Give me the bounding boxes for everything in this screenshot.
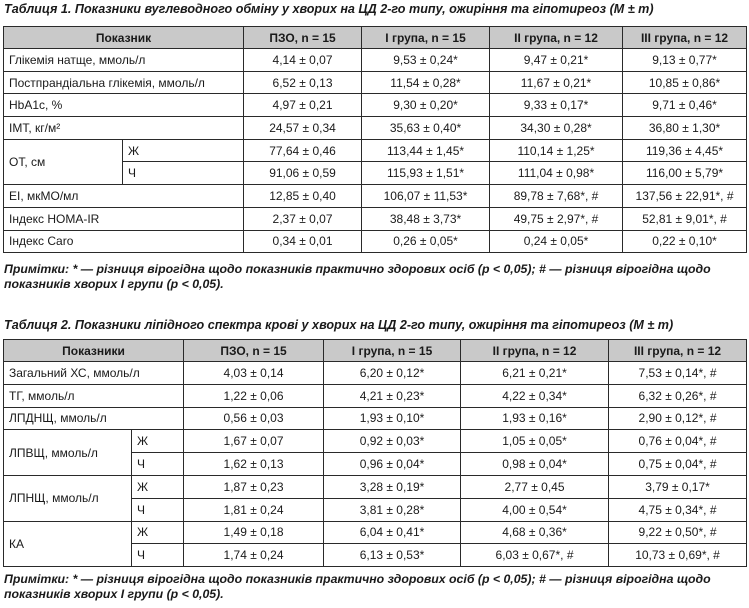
table-cell: 34,30 ± 0,28*	[490, 117, 623, 140]
row-sublabel: Ч	[132, 498, 184, 521]
row-sublabel: Ч	[123, 162, 244, 185]
row-sublabel: Ч	[132, 453, 184, 476]
table1-note: Примітки: * — різниця вірогідна щодо показників практично здорових осіб (p < 0,05); # — різниця вірогідна щодо показників хворих I групи (p < 0,05).	[4, 262, 711, 291]
row-label: IMT, кг/м²	[4, 117, 244, 140]
table-cell: 49,75 ± 2,97*, #	[490, 207, 623, 230]
row-label: ЛПДНЩ, ммоль/л	[4, 407, 184, 430]
table-cell: 1,93 ± 0,16*	[461, 407, 609, 430]
row-sublabel: Ж	[132, 521, 184, 544]
table-cell: 9,33 ± 0,17*	[490, 94, 623, 117]
table-cell: 1,67 ± 0,07	[184, 430, 324, 453]
table-cell: 0,24 ± 0,05*	[490, 230, 623, 253]
table-cell: 4,14 ± 0,07	[244, 49, 362, 72]
table-row	[4, 475, 747, 498]
table-cell: 6,03 ± 0,67*, #	[461, 544, 609, 567]
table-cell: 137,56 ± 22,91*, #	[623, 185, 747, 208]
table-cell: 3,28 ± 0,19*	[324, 475, 461, 498]
row-sublabel: Ж	[132, 475, 184, 498]
row-label: КА	[4, 521, 132, 567]
table-cell: 9,22 ± 0,50*, #	[609, 521, 747, 544]
t1-header-group2: II група, n = 12	[490, 27, 623, 49]
row-label: ТГ, ммоль/л	[4, 384, 184, 407]
table-cell: 11,54 ± 0,28*	[362, 71, 490, 94]
table1	[3, 26, 747, 253]
table-cell: 0,56 ± 0,03	[184, 407, 324, 430]
table-cell: 113,44 ± 1,45*	[362, 139, 490, 162]
table-cell: 0,22 ± 0,10*	[623, 230, 747, 253]
table-cell: 6,21 ± 0,21*	[461, 362, 609, 385]
table-row	[4, 94, 747, 117]
table-cell: 110,14 ± 1,25*	[490, 139, 623, 162]
table-cell: 2,77 ± 0,45	[461, 475, 609, 498]
t1-header-group3: III група, n = 12	[623, 27, 747, 49]
table1-caption: Таблиця 1. Показники вуглеводного обміну у хворих на ЦД 2-го типу, ожиріння та гіпотиреоз (M ± m)	[4, 2, 654, 16]
table-row	[4, 407, 747, 430]
table-cell: 1,81 ± 0,24	[184, 498, 324, 521]
table-cell: 4,21 ± 0,23*	[324, 384, 461, 407]
table-cell: 11,67 ± 0,21*	[490, 71, 623, 94]
table-cell: 12,85 ± 0,40	[244, 185, 362, 208]
row-label: ЕІ, мкМО/мл	[4, 185, 244, 208]
table-cell: 106,07 ± 11,53*	[362, 185, 490, 208]
table-cell: 4,22 ± 0,34*	[461, 384, 609, 407]
table-row	[4, 521, 747, 544]
table-cell: 77,64 ± 0,46	[244, 139, 362, 162]
table-cell: 4,00 ± 0,54*	[461, 498, 609, 521]
table-row	[4, 139, 747, 162]
table-cell: 52,81 ± 9,01*, #	[623, 207, 747, 230]
row-sublabel: Ж	[123, 139, 244, 162]
table-cell: 6,32 ± 0,26*, #	[609, 384, 747, 407]
table-cell: 116,00 ± 5,79*	[623, 162, 747, 185]
table-cell: 4,03 ± 0,14	[184, 362, 324, 385]
table-cell: 7,53 ± 0,14*, #	[609, 362, 747, 385]
row-label: Загальний ХС, ммоль/л	[4, 362, 184, 385]
table-cell: 0,98 ± 0,04*	[461, 453, 609, 476]
t1-header-indicator: Показник	[4, 27, 244, 49]
table-cell: 1,93 ± 0,10*	[324, 407, 461, 430]
table-cell: 35,63 ± 0,40*	[362, 117, 490, 140]
table-cell: 6,13 ± 0,53*	[324, 544, 461, 567]
table-cell: 1,62 ± 0,13	[184, 453, 324, 476]
table-cell: 0,92 ± 0,03*	[324, 430, 461, 453]
t2-header-group1: I група, n = 15	[324, 340, 461, 362]
t2-header-pzo: ПЗО, n = 15	[184, 340, 324, 362]
table-cell: 2,37 ± 0,07	[244, 207, 362, 230]
table-cell: 115,93 ± 1,51*	[362, 162, 490, 185]
table-row	[4, 430, 747, 453]
row-label: Постпрандіальна глікемія, ммоль/л	[4, 71, 244, 94]
table-cell: 3,81 ± 0,28*	[324, 498, 461, 521]
table-cell: 111,04 ± 0,98*	[490, 162, 623, 185]
table-cell: 0,75 ± 0,04*, #	[609, 453, 747, 476]
table-cell: 1,74 ± 0,24	[184, 544, 324, 567]
table-cell: 6,04 ± 0,41*	[324, 521, 461, 544]
table-cell: 89,78 ± 7,68*, #	[490, 185, 623, 208]
table-row	[4, 362, 747, 385]
table-cell: 4,97 ± 0,21	[244, 94, 362, 117]
row-label: HbA1c, %	[4, 94, 244, 117]
table-cell: 119,36 ± 4,45*	[623, 139, 747, 162]
t2-header-indicator: Показники	[4, 340, 184, 362]
table2-note: Примітки: * — різниця вірогідна щодо показників практично здорових осіб (p < 0,05); # — різниця вірогідна щодо показників хворих I групи (p < 0,05).	[4, 572, 711, 601]
table-cell: 9,47 ± 0,21*	[490, 49, 623, 72]
table-cell: 36,80 ± 1,30*	[623, 117, 747, 140]
row-sublabel: Ж	[132, 430, 184, 453]
table-cell: 10,85 ± 0,86*	[623, 71, 747, 94]
table-cell: 0,26 ± 0,05*	[362, 230, 490, 253]
table-row	[4, 207, 747, 230]
table-cell: 9,53 ± 0,24*	[362, 49, 490, 72]
table2	[3, 339, 747, 567]
t2-header-group3: III група, n = 12	[609, 340, 747, 362]
row-label: ЛПНЩ, ммоль/л	[4, 475, 132, 521]
table-cell: 91,06 ± 0,59	[244, 162, 362, 185]
table-cell: 1,87 ± 0,23	[184, 475, 324, 498]
t2-header-group2: II група, n = 12	[461, 340, 609, 362]
row-label: Індекс Caro	[4, 230, 244, 253]
table-row	[4, 185, 747, 208]
row-label: Глікемія натще, ммоль/л	[4, 49, 244, 72]
table-cell: 1,49 ± 0,18	[184, 521, 324, 544]
table2-caption: Таблиця 2. Показники ліпідного спектра крові у хворих на ЦД 2-го типу, ожиріння та гіпотиреоз (M ± m)	[4, 318, 674, 332]
row-label: Індекс HOMA-IR	[4, 207, 244, 230]
table-cell: 0,96 ± 0,04*	[324, 453, 461, 476]
table-cell: 9,30 ± 0,20*	[362, 94, 490, 117]
table-cell: 9,71 ± 0,46*	[623, 94, 747, 117]
row-label: ОТ, см	[4, 139, 123, 184]
table-cell: 3,79 ± 0,17*	[609, 475, 747, 498]
table-cell: 0,34 ± 0,01	[244, 230, 362, 253]
table-cell: 10,73 ± 0,69*, #	[609, 544, 747, 567]
table-row	[4, 117, 747, 140]
table-cell: 2,90 ± 0,12*, #	[609, 407, 747, 430]
row-sublabel: Ч	[132, 544, 184, 567]
table-cell: 6,52 ± 0,13	[244, 71, 362, 94]
table-cell: 4,68 ± 0,36*	[461, 521, 609, 544]
table-cell: 9,13 ± 0,77*	[623, 49, 747, 72]
table-row	[4, 49, 747, 72]
table-cell: 24,57 ± 0,34	[244, 117, 362, 140]
table-cell: 0,76 ± 0,04*, #	[609, 430, 747, 453]
table-cell: 38,48 ± 3,73*	[362, 207, 490, 230]
table-row	[4, 384, 747, 407]
t1-header-group1: I група, n = 15	[362, 27, 490, 49]
row-label: ЛПВЩ, ммоль/л	[4, 430, 132, 476]
table-row	[4, 71, 747, 94]
table-row	[4, 230, 747, 253]
table-cell: 1,22 ± 0,06	[184, 384, 324, 407]
t1-header-pzo: ПЗО, n = 15	[244, 27, 362, 49]
table-cell: 1,05 ± 0,05*	[461, 430, 609, 453]
table-cell: 4,75 ± 0,34*, #	[609, 498, 747, 521]
table-cell: 6,20 ± 0,12*	[324, 362, 461, 385]
